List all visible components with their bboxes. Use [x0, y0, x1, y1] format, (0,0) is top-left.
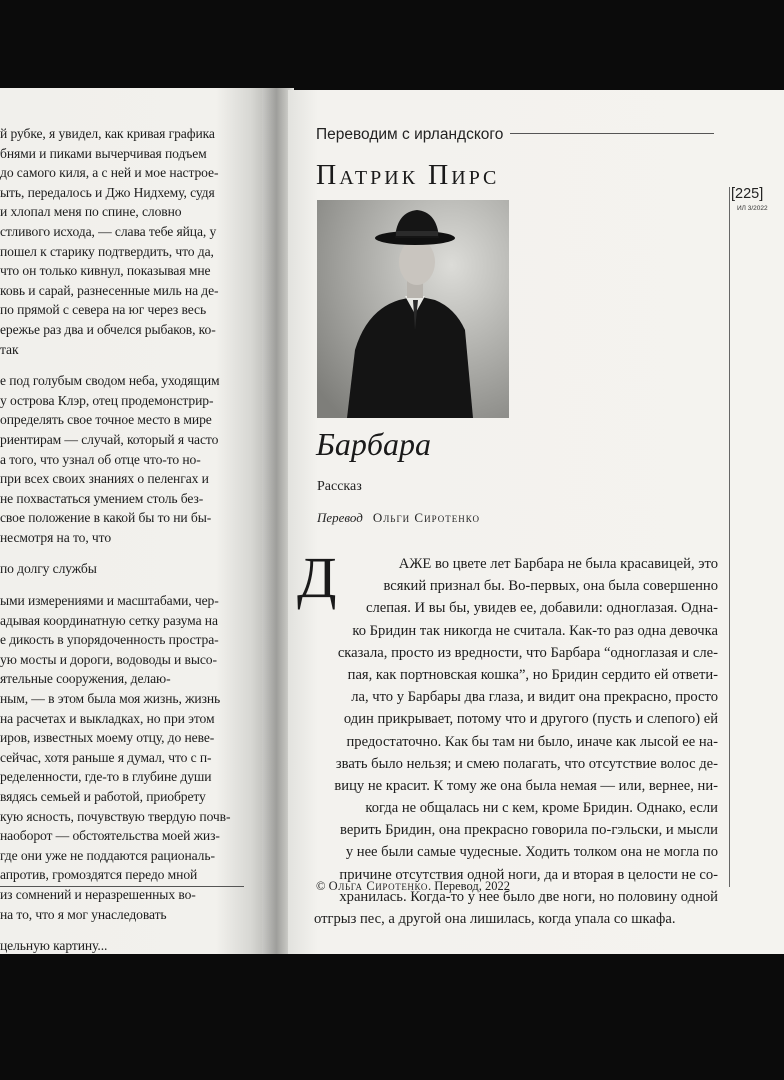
left-text-line: свое положение в какой бы то ни бы-: [0, 510, 212, 526]
section-title: Переводим с ирландского: [316, 126, 504, 143]
author-portrait-photo: [317, 200, 509, 418]
story-genre: Рассказ: [317, 479, 362, 494]
left-text-line: из сомнений и неразрешенных во-: [0, 886, 196, 902]
left-text-line: й рубке, я увидел, как кривая графика: [0, 126, 215, 141]
left-text-line: не похвастаться умением столь без-: [0, 490, 204, 506]
left-text-line: по долгу службы: [0, 561, 97, 577]
story-line: вицу не красит. К тому же она была немая — или, вернее, ни-: [334, 777, 718, 794]
left-text-line: ным, — в этом была моя жизнь, жизнь: [0, 691, 221, 707]
left-text-line: е под голубым сводом неба, уходящим: [0, 373, 220, 389]
left-text-line: ережье раз два и обчелся рыбаков, ко-: [0, 321, 216, 337]
copyright-name: Ольга Сиротенко: [328, 879, 428, 893]
left-text-line: [0, 547, 255, 559]
story-line: предостаточно. Как бы там ни было, иначе как лысой ее на-: [346, 733, 718, 750]
left-text-line: определять свое точное место в мире: [0, 412, 212, 428]
story-line: звать было нельзя; и смею полагать, что отсутствие волос де-: [335, 755, 718, 772]
translator-label: Перевод: [317, 510, 363, 525]
left-text-line: где они уже не поддаются рациональ-: [0, 847, 215, 863]
left-text-line: кую ясность, почувствую твердую почв-: [0, 808, 231, 824]
left-text-line: ятельные сооружения, делаю-: [0, 671, 171, 687]
translator-name: Ольги Сиротенко: [372, 510, 480, 525]
left-page: [0, 88, 270, 954]
left-text-line: а того, что узнал об отце что-то но-: [0, 451, 201, 467]
left-text-line: вядясь семьей и работой, приобрету: [0, 789, 206, 804]
translator-credit: [317, 510, 480, 526]
left-text-line: до самого киля, а с ней и мое настрое-: [0, 165, 219, 181]
story-title: Барбара: [316, 426, 431, 462]
story-line: верить Бридин, она прекрасно говорила по-гэльски, и мысли: [340, 822, 718, 839]
story-line: ко Бридин так никогда не считала. Как-то раз одна девочка: [352, 622, 718, 639]
story-first-word: АЖЕ: [398, 556, 432, 572]
left-text-line: е дикость в упорядоченность простра-: [0, 632, 219, 648]
author-name: Патрик Пирс: [316, 160, 500, 191]
story-line: хранилась. Когда-то у нее было две ноги, но половину одной: [339, 888, 718, 905]
left-text-line: у острова Клэр, отец продемонстрир-: [0, 392, 214, 408]
left-text-line: что он только кивнул, показывая мне: [0, 263, 211, 279]
left-page-text: [0, 124, 255, 954]
left-text-line: пошел к старику подтвердить, что да,: [0, 243, 214, 259]
left-page-bottom-rule: [0, 886, 244, 887]
open-book: [0, 88, 784, 954]
left-text-line: стливого исхода, — слава тебе яйца, у: [0, 223, 217, 239]
left-text-line: несмотря на то, что: [0, 529, 112, 545]
section-title-rule: [510, 133, 714, 134]
story-line: отгрыз пес, а другой она лишилась, когда упала со шкафа.: [314, 911, 676, 927]
left-text-line: ую мосты и дороги, водоводы и высо-: [0, 651, 217, 667]
left-text-line: сейчас, хотя раньше я думал, что с п-: [0, 749, 212, 765]
story-line: у нее были самые чудесные. Ходить толком она не могла по: [345, 844, 718, 861]
story-line: пая, как портновская кошка”, но Бридин сердито ей ответи-: [347, 666, 718, 683]
story-line-rest: во цвете лет Барбара не была красавицей, это: [431, 556, 718, 572]
left-text-line: при всех своих знаниях о пеленгах и: [0, 471, 209, 487]
left-text-line: наоборот — обстоятельства моей жиз-: [0, 828, 220, 844]
left-text-line: [0, 579, 255, 591]
left-text-line: и хлопал меня по спине, словно: [0, 204, 182, 220]
story-line: когда не общалась ни с кем, кроме Бридин. Однако, если: [365, 800, 718, 817]
left-text-line: [0, 359, 255, 371]
left-text-line: ыми измерениями и масштабами, чер-: [0, 593, 219, 609]
left-text-line: на то, что я мог унаследовать: [0, 906, 167, 922]
copyright-line: [316, 879, 510, 894]
story-line: сказала, просто из вредности, что Барбара “одноглазая и сле-: [337, 644, 718, 661]
story-line: [298, 553, 718, 575]
left-text-line: ределенности, где-то в глубине души: [0, 769, 212, 785]
page-number-frame: [729, 187, 772, 887]
story-line: ла, что у Барбары два глаза, и видит она прекрасно, просто: [351, 689, 718, 706]
story-text: [297, 545, 718, 930]
left-text-line: ыть, передалось и Джо Нидхему, судя: [0, 184, 215, 200]
left-text-line: иров, известных моему отцу, до неве-: [0, 730, 215, 746]
left-text-line: адывая координатную сетку разума на: [0, 612, 218, 628]
issue-label: ИЛ 3/2022: [737, 205, 768, 212]
right-page: [288, 90, 784, 954]
story-line: один прикрывает, потому что и другого (пусть и слепого) ей: [343, 711, 718, 728]
copyright-prefix: ©: [316, 879, 329, 893]
left-text-line: бнями и пиками вычерчивая подъем: [0, 145, 207, 161]
left-text-line: апротив, громоздятся передо мной: [0, 867, 198, 883]
left-text-line: [0, 924, 255, 936]
left-text-line: по прямой с севера на юг через весь: [0, 302, 207, 318]
left-text-line: на расчетах и выкладках, но при этом: [0, 710, 215, 726]
story-line: всякий признал бы. Во-первых, она была совершенно: [383, 578, 718, 595]
copyright-suffix: . Перевод, 2022: [428, 879, 510, 893]
story-line: слепая. И вы бы, увидев ее, добавили: одноглазая. Одна-: [366, 600, 718, 617]
left-text-line: ковь и сарай, разнесенные миль на де-: [0, 282, 219, 298]
left-text-line: так: [0, 341, 19, 357]
page-number: [225]: [731, 186, 764, 202]
left-text-line: риентирам — случай, который я часто: [0, 431, 219, 447]
left-text-line: цельную картину...: [0, 938, 108, 954]
drop-cap: Д: [297, 545, 337, 610]
story-line: причине отсутствия одной ноги, да и вторая в целости не со-: [339, 866, 718, 883]
